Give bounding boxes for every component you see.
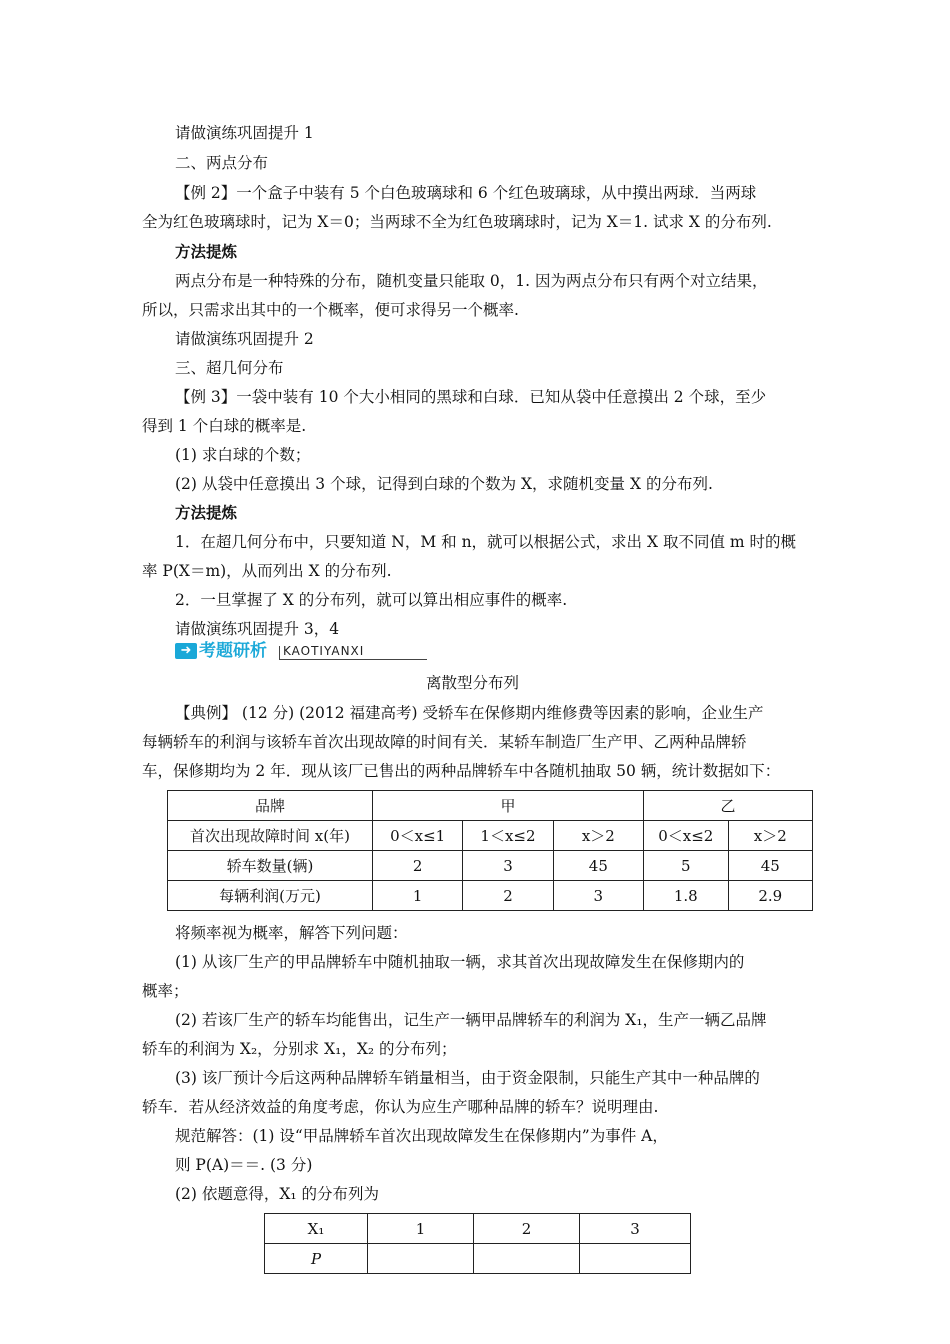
table-row	[265, 1214, 691, 1244]
text-line: (1) 从该厂生产的甲品牌轿车中随机抽取一辆，求其首次出现故障发生在保修期内的	[175, 953, 745, 971]
method-heading: 方法提炼	[175, 503, 238, 522]
text-line: 轿车．若从经济效益的角度考虑，你认为应生产哪种品牌的轿车？说明理由.	[142, 1098, 659, 1116]
text-line: 两点分布是一种特殊的分布，随机变量只能取 0，1. 因为两点分布只有两个对立结果，	[175, 272, 768, 290]
table-cell: 甲	[373, 791, 644, 821]
section-heading: 三、超几何分布	[175, 359, 284, 377]
section-heading: 二、两点分布	[175, 154, 269, 172]
banner-subtitle: KAOTIYANXI	[283, 644, 365, 658]
arrow-icon: ➜	[175, 643, 197, 659]
table-cell: 5	[644, 851, 729, 881]
text-line: 2．一旦掌握了 X 的分布列，就可以算出相应事件的概率.	[175, 591, 568, 609]
text-line: 1．在超几何分布中，只要知道 N，M 和 n，就可以根据公式，求出 X 取不同值 m 时的概	[175, 533, 797, 551]
table-cell: 1	[368, 1214, 474, 1244]
table-cell: 3	[580, 1214, 691, 1244]
table-cell: 1.8	[644, 881, 729, 911]
table-cell: 轿车数量(辆)	[168, 851, 373, 881]
table-cell: 0＜x≤2	[644, 821, 729, 851]
text-line: 每辆轿车的利润与该轿车首次出现故障的时间有关．某轿车制造厂生产甲、乙两种品牌轿	[142, 733, 747, 751]
data-table	[167, 790, 813, 911]
table-cell: 3	[463, 851, 553, 881]
table-cell: 1＜x≤2	[463, 821, 553, 851]
table-cell: P	[265, 1244, 368, 1274]
text-line: 【例 2】一个盒子中装有 5 个白色玻璃球和 6 个红色玻璃球，从中摸出两球．当两球	[175, 184, 757, 202]
text-line: (2) 依题意得，X₁ 的分布列为	[175, 1185, 380, 1203]
table-cell: 2	[373, 851, 463, 881]
text-line: 车，保修期均为 2 年．现从该厂已售出的两种品牌轿车中各随机抽取 50 辆，统计数据如下：	[142, 762, 781, 780]
table-cell: 品牌	[168, 791, 373, 821]
text-line: 请做演练巩固提升 1	[175, 124, 314, 142]
table-cell	[368, 1244, 474, 1274]
text-line: 【例 3】一袋中装有 10 个大小相同的黑球和白球．已知从袋中任意摸出 2 个球，至少	[175, 388, 767, 406]
table-cell: 2	[474, 1214, 580, 1244]
table-row	[168, 851, 813, 881]
table-cell: 乙	[644, 791, 813, 821]
table-cell: 3	[553, 881, 643, 911]
text-line: 所以，只需求出其中的一个概率，便可求得另一个概率.	[142, 301, 519, 319]
text-line: 率 P(X＝m)，从而列出 X 的分布列.	[142, 562, 392, 580]
table-cell: 2.9	[728, 881, 813, 911]
text-line: 请做演练巩固提升 3，4	[175, 620, 340, 638]
table-cell: 首次出现故障时间 x(年)	[168, 821, 373, 851]
banner-divider	[279, 646, 280, 660]
table-cell: 45	[553, 851, 643, 881]
text-line: 规范解答：(1) 设“甲品牌轿车首次出现故障发生在保修期内”为事件 A，	[175, 1127, 668, 1145]
topic-title: 离散型分布列	[426, 674, 520, 692]
text-line: (2) 从袋中任意摸出 3 个球，记得到白球的个数为 X，求随机变量 X 的分布列.	[175, 475, 713, 493]
text-line: 轿车的利润为 X₂，分别求 X₁，X₂ 的分布列；	[142, 1040, 457, 1058]
method-heading: 方法提炼	[175, 242, 238, 261]
text-line: 将频率视为概率，解答下列问题：	[175, 924, 408, 942]
table-cell: 45	[728, 851, 813, 881]
text-line: (2) 若该厂生产的轿车均能售出，记生产一辆甲品牌轿车的利润为 X₁，生产一辆乙品牌	[175, 1011, 767, 1029]
table-cell: x＞2	[553, 821, 643, 851]
table-cell	[580, 1244, 691, 1274]
text-line: 得到 1 个白球的概率是.	[142, 417, 307, 435]
banner-title: 考题研析	[199, 641, 267, 661]
table-row	[168, 821, 813, 851]
text-line: 请做演练巩固提升 2	[175, 330, 314, 348]
table-cell: x＞2	[728, 821, 813, 851]
table-cell: 2	[463, 881, 553, 911]
distribution-table	[264, 1213, 691, 1274]
table-cell: 每辆利润(万元)	[168, 881, 373, 911]
table-row	[168, 791, 813, 821]
section-banner	[175, 640, 427, 664]
table-cell: 0＜x≤1	[373, 821, 463, 851]
table-cell: 1	[373, 881, 463, 911]
text-line: 【典例】 (12 分) (2012 福建高考) 受轿车在保修期内维修费等因素的影响，企业生产	[175, 704, 764, 722]
table-row	[265, 1244, 691, 1274]
table-cell	[474, 1244, 580, 1274]
text-line: 全为红色玻璃球时，记为 X＝0；当两球不全为红色玻璃球时，记为 X＝1. 试求 X 的分布列.	[142, 213, 772, 231]
table-row	[168, 881, 813, 911]
banner-rule	[279, 659, 427, 660]
text-line: (1) 求白球的个数；	[175, 446, 311, 464]
text-line: 则 P(A)＝＝. (3 分)	[175, 1156, 313, 1174]
text-line: 概率；	[142, 982, 189, 1000]
table-cell: X₁	[265, 1214, 368, 1244]
text-line: (3) 该厂预计今后这两种品牌轿车销量相当，由于资金限制，只能生产其中一种品牌的	[175, 1069, 760, 1087]
